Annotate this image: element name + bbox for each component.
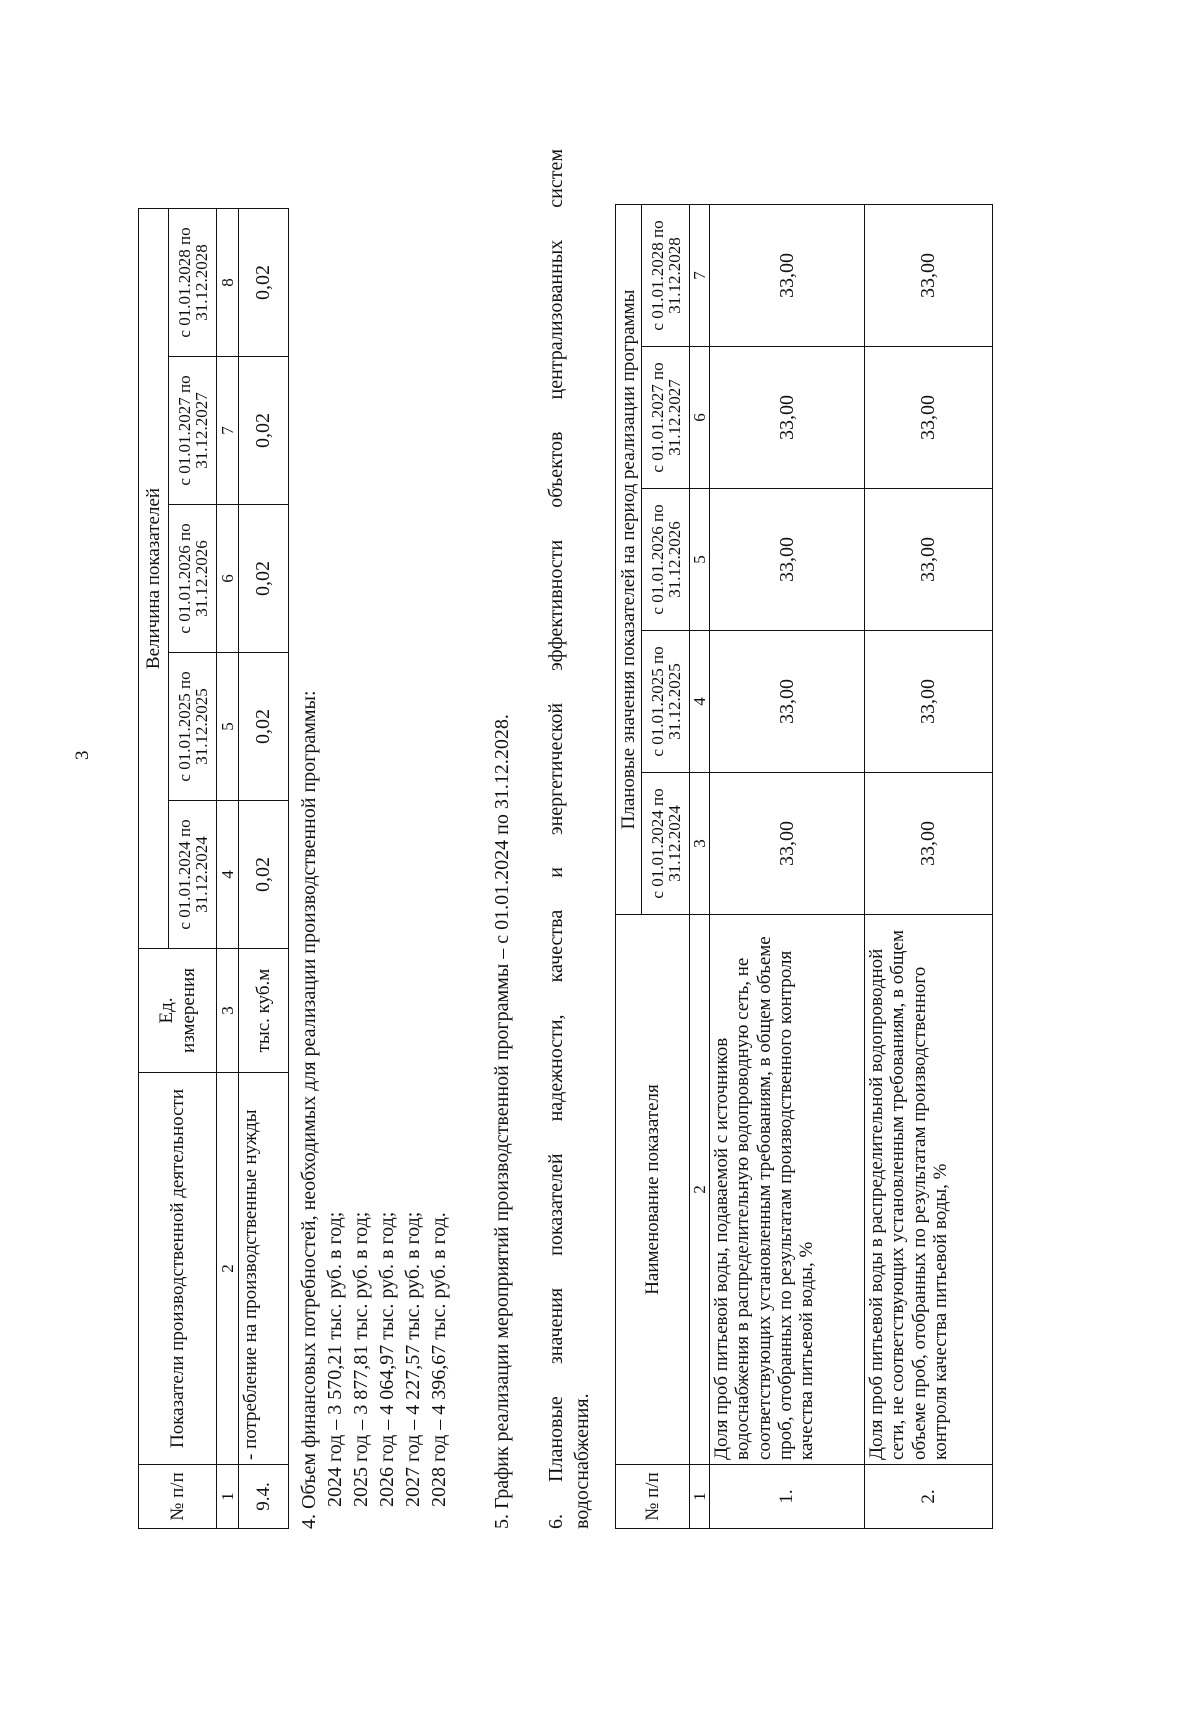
financial-line: 2026 год – 4 064,97 тыс. руб. в год; xyxy=(376,1211,398,1507)
header-period-2027: с 01.01.2027 по 31.12.2027 xyxy=(642,347,690,489)
header-period-2027: с 01.01.2027 по 31.12.2027 xyxy=(169,357,217,505)
header-name: Наименование показателя xyxy=(616,915,690,1465)
row-value: 33,00 xyxy=(865,347,993,489)
header-period-2025: с 01.01.2025 по 31.12.2025 xyxy=(642,631,690,773)
col-number: 6 xyxy=(690,347,710,489)
row-value: 33,00 xyxy=(710,347,865,489)
row-value: 33,00 xyxy=(865,631,993,773)
financial-line: 2024 год – 3 570,21 тыс. руб. в год; xyxy=(324,1211,346,1507)
header-planned-group: Плановые значения показателей на период реализации программы xyxy=(616,205,642,915)
row-name: Доля проб питьевой воды в распределительной водопроводной сети, не соответствующих установленным требованиям, в общем объеме проб, отобранных по результатам производственного контроля качества питьевой воды, % xyxy=(865,915,993,1465)
row-value: 0,02 xyxy=(239,653,289,801)
row-value: 0,02 xyxy=(239,505,289,653)
financial-line: 2027 год – 4 227,57 тыс. руб. в год; xyxy=(402,1211,424,1507)
header-period-2028: с 01.01.2028 по 31.12.2028 xyxy=(642,205,690,347)
row-value: 33,00 xyxy=(865,205,993,347)
row-value: 33,00 xyxy=(865,773,993,915)
production-indicators-table xyxy=(138,208,289,1529)
row-value: 33,00 xyxy=(710,205,865,347)
col-number: 3 xyxy=(217,949,239,1073)
row-unit: тыс. куб.м xyxy=(239,949,289,1073)
planned-values-table xyxy=(615,204,993,1529)
col-number: 2 xyxy=(217,1073,239,1465)
header-unit: Ед. измерения xyxy=(139,949,217,1073)
page-number: 3 xyxy=(72,750,93,760)
table-row xyxy=(710,205,865,1529)
col-number: 4 xyxy=(690,631,710,773)
row-value: 0,02 xyxy=(239,209,289,357)
row-value: 0,02 xyxy=(239,801,289,949)
row-value: 33,00 xyxy=(710,631,865,773)
section-5: 5. График реализации мероприятий производственной программы – с 01.01.2024 по 31.12.2028. xyxy=(491,714,513,1529)
row-value: 33,00 xyxy=(865,489,993,631)
col-number: 6 xyxy=(217,505,239,653)
header-period-2026: с 01.01.2026 по 31.12.2026 xyxy=(169,505,217,653)
col-number: 7 xyxy=(217,357,239,505)
col-number: 2 xyxy=(690,915,710,1465)
section-6-line-1: 6. Плановые значения показателей надежности, качества и энергетической эффективности объектов централизованных систем xyxy=(545,149,567,1529)
header-period-2028: с 01.01.2028 по 31.12.2028 xyxy=(169,209,217,357)
row-num: 2. xyxy=(865,1465,993,1529)
header-num: № п/п xyxy=(616,1465,690,1529)
row-name: - потребление на производственные нужды xyxy=(239,1073,289,1465)
section-6-line-2: водоснабжения. xyxy=(571,1393,593,1529)
col-number: 4 xyxy=(217,801,239,949)
row-num: 1. xyxy=(710,1465,865,1529)
table-row xyxy=(239,209,289,1529)
col-number: 8 xyxy=(217,209,239,357)
col-number: 1 xyxy=(690,1465,710,1529)
header-period-2024: с 01.01.2024 по 31.12.2024 xyxy=(169,801,217,949)
header-period-2024: с 01.01.2024 по 31.12.2024 xyxy=(642,773,690,915)
financial-line: 2028 год – 4 396,67 тыс. руб. в год. xyxy=(428,1212,450,1507)
table-row xyxy=(865,205,993,1529)
row-value: 33,00 xyxy=(710,773,865,915)
row-value: 0,02 xyxy=(239,357,289,505)
section-6 xyxy=(543,149,595,1529)
row-name: Доля проб питьевой воды, подаваемой с источников водоснабжения в распределительную водопроводную сеть, не соответствующих установленным требованиям, в общем объеме проб, отобранных по результатам производственного контроля качества питьевой воды, % xyxy=(710,915,865,1465)
row-num: 9.4. xyxy=(239,1465,289,1529)
col-number: 3 xyxy=(690,773,710,915)
col-number: 5 xyxy=(690,489,710,631)
header-values-group: Величина показателей xyxy=(139,209,169,949)
header-period-2025: с 01.01.2025 по 31.12.2025 xyxy=(169,653,217,801)
header-num: № п/п xyxy=(139,1465,217,1529)
section-4 xyxy=(296,279,452,1529)
col-number: 7 xyxy=(690,205,710,347)
financial-line: 2025 год – 3 877,81 тыс. руб. в год; xyxy=(350,1211,372,1507)
section-4-title: 4. Объем финансовых потребностей, необходимых для реализации производственной программы: xyxy=(298,690,320,1529)
row-value: 33,00 xyxy=(710,489,865,631)
col-number: 1 xyxy=(217,1465,239,1529)
header-period-2026: с 01.01.2026 по 31.12.2026 xyxy=(642,489,690,631)
col-number: 5 xyxy=(217,653,239,801)
header-indicator: Показатели производственной деятельности xyxy=(139,1073,217,1465)
